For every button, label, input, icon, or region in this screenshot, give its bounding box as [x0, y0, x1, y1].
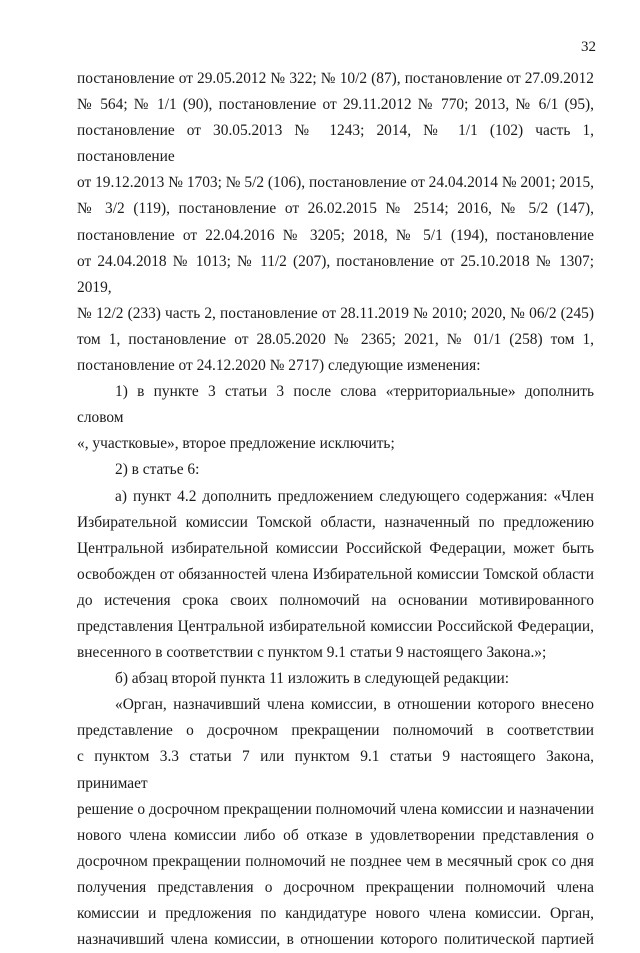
text-line: освобожден от обязанностей члена Избирательной комиссии Томской области [77, 565, 594, 583]
text-line: № 564; № 1/1 (90), постановление от 29.11.2012 № 770; 2013, № 6/1 (95), [77, 96, 594, 114]
text-line: 1) в пункте 3 статьи 3 после слова «территориальные» дополнить словом [77, 383, 594, 427]
text-line: том 1, постановление от 28.05.2020 № 2365; 2021, № 01/1 (258) том 1, [77, 330, 594, 348]
text-line: постановление от 24.12.2020 № 2717) следующие изменения: [77, 357, 481, 375]
text-line: с пунктом 3.3 статьи 7 или пунктом 9.1 статьи 9 настоящего Закона, принимает [77, 748, 594, 792]
text-line: «, участковые», второе предложение исключить; [77, 435, 395, 453]
text-line: постановление от 30.05.2013 № 1243; 2014, № 1/1 (102) часть 1, постановление [77, 122, 594, 166]
text-line: внесенного в соответствии с пунктом 9.1 статьи 9 настоящего Закона.»; [77, 644, 547, 662]
text-line: Центральной избирательной комиссии Российской Федерации, может быть [77, 539, 594, 557]
text-line: от 19.12.2013 № 1703; № 5/2 (106), постановление от 24.04.2014 № 2001; 2015, [77, 174, 594, 192]
text-line: получения представления о досрочном прекращении полномочий члена [77, 878, 594, 896]
text-line: № 3/2 (119), постановление от 26.02.2015 № 2514; 2016, № 5/2 (147), [77, 200, 594, 218]
text-line: решение о досрочном прекращении полномочий члена комиссии и назначении [77, 800, 594, 818]
text-line: Избирательной комиссии Томской области, назначенный по предложению [77, 513, 594, 531]
text-line: № 12/2 (233) часть 2, постановление от 28.11.2019 № 2010; 2020, № 06/2 (245) [77, 304, 594, 322]
text-line: назначивший члена комиссии, в отношении которого политической партией [77, 931, 594, 949]
text-line: досрочном прекращении полномочий не позднее чем в месячный срок со дня [77, 852, 594, 870]
text-line: постановление от 29.05.2012 № 322; № 10/2 (87), постановление от 27.09.2012 [77, 70, 594, 87]
text-line: а) пункт 4.2 дополнить предложением следующего содержания: «Член [115, 487, 594, 505]
text-line: представления Центральной избирательной комиссии Российской Федерации, [77, 617, 594, 635]
text-line: представление о досрочном прекращении полномочий в соответствии [77, 722, 594, 740]
text-line: нового члена комиссии либо об отказе в удовлетворении представления о [77, 826, 594, 844]
text-line: 2) в статье 6: [115, 461, 200, 479]
text-line: «Орган, назначивший члена комиссии, в отношении которого внесено [115, 696, 594, 714]
document-body [77, 66, 594, 953]
page-number: 32 [581, 39, 596, 55]
text-line: от 24.04.2018 № 1013; № 11/2 (207), постановление от 25.10.2018 № 1307; 2019, [77, 252, 594, 296]
text-line: постановление от 22.04.2016 № 3205; 2018, № 5/1 (194), постановление [77, 226, 594, 244]
text-line: комиссии и предложения по кандидатуре нового члена комиссии. Орган, [77, 905, 594, 922]
text-line: б) абзац второй пункта 11 изложить в следующей редакции: [115, 670, 510, 688]
text-line: до истечения срока своих полномочий на основании мотивированного [77, 591, 594, 609]
